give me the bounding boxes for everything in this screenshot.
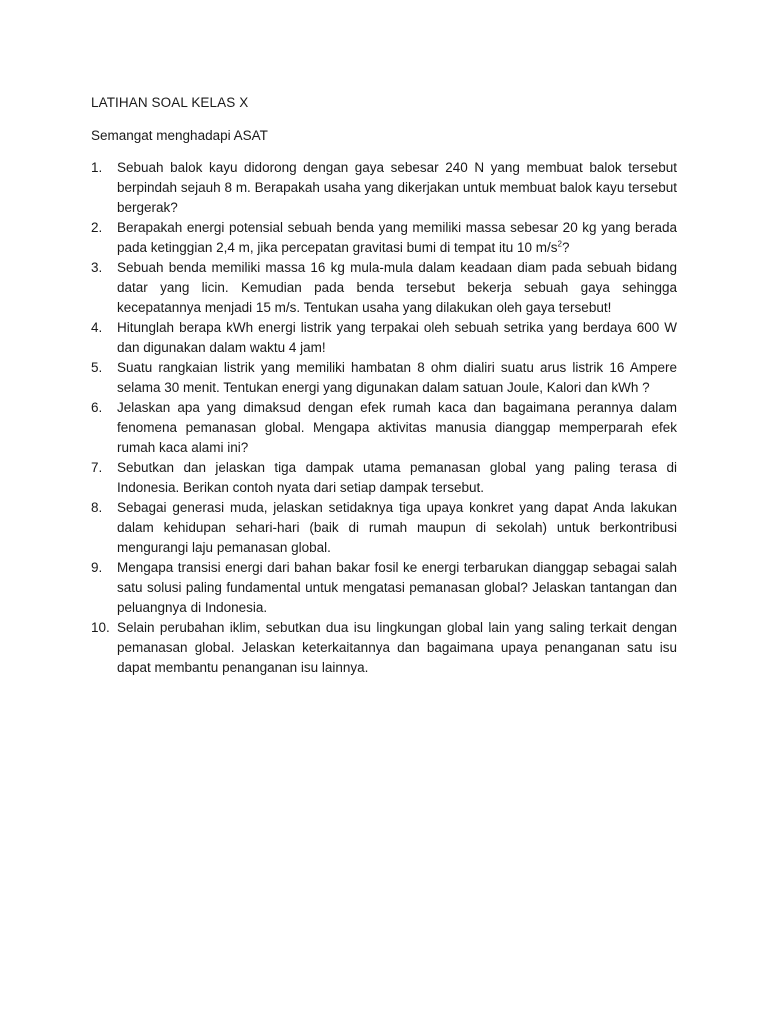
question-item-4 <box>91 318 677 358</box>
question-number: 3. <box>91 260 103 275</box>
question-text: Sebuah balok kayu didorong dengan gaya sebesar 240 N yang membuat balok tersebut berpindah sejauh 8 m. Berapakah usaha yang dikerjakan untuk membuat balok kayu tersebut bergerak? <box>117 160 677 215</box>
question-number: 1. <box>91 160 103 175</box>
question-text <box>117 218 677 258</box>
question-item-7 <box>91 458 677 498</box>
question-number: 4. <box>91 320 103 335</box>
question-number: 8. <box>91 500 103 515</box>
question-item-1 <box>91 158 677 218</box>
question-text: Sebagai generasi muda, jelaskan setidaknya tiga upaya konkret yang dapat Anda lakukan dalam kehidupan sehari-hari (baik di rumah maupun di sekolah) untuk berkontribusi mengurangi laju pemanasan global. <box>117 500 677 555</box>
question-text: Jelaskan apa yang dimaksud dengan efek rumah kaca dan bagaimana perannya dalam fenomena pemanasan global. Mengapa aktivitas manusia dianggap memperparah efek rumah kaca alami ini? <box>117 400 677 455</box>
question-number: 10. <box>91 620 110 635</box>
page-subtitle: Semangat menghadapi ASAT <box>91 128 268 143</box>
question-text: Suatu rangkaian listrik yang memiliki hambatan 8 ohm dialiri suatu arus listrik 16 Ampere selama 30 menit. Tentukan energi yang digunakan dalam satuan Joule, Kalori dan kWh ? <box>117 360 677 395</box>
question-number: 6. <box>91 400 103 415</box>
question-number: 9. <box>91 560 103 575</box>
page-title: LATIHAN SOAL KELAS X <box>91 95 249 110</box>
superscript: 2 <box>557 239 562 249</box>
question-item-6 <box>91 398 677 458</box>
question-number: 5. <box>91 360 103 375</box>
question-number: 7. <box>91 460 103 475</box>
question-item-10 <box>91 618 677 678</box>
question-item-5 <box>91 358 677 398</box>
question-text-main: Berapakah energi potensial sebuah benda yang memiliki massa sebesar 20 kg yang berada pada ketinggian 2,4 m, jika percepatan gravitasi bumi di tempat itu 10 m/s <box>117 220 677 255</box>
question-list <box>91 158 677 678</box>
question-text: Hitunglah berapa kWh energi listrik yang terpakai oleh sebuah setrika yang berdaya 600 W dan digunakan dalam waktu 4 jam! <box>117 320 677 355</box>
question-item-9 <box>91 558 677 618</box>
question-text: Selain perubahan iklim, sebutkan dua isu lingkungan global lain yang saling terkait dengan pemanasan global. Jelaskan keterkaitannya dan bagaimana upaya penanganan satu isu dapat membantu penanganan isu lainnya. <box>117 620 677 675</box>
question-text: Sebuah benda memiliki massa 16 kg mula-mula dalam keadaan diam pada sebuah bidang datar yang licin. Kemudian pada benda tersebut bekerja sebuah gaya sehingga kecepatannya menjadi 15 m/s. Tentukan usaha yang dilakukan oleh gaya tersebut! <box>117 260 677 315</box>
question-text: Mengapa transisi energi dari bahan bakar fosil ke energi terbarukan dianggap sebagai salah satu solusi paling fundamental untuk mengatasi pemanasan global? Jelaskan tantangan dan peluangnya di Indonesia. <box>117 560 677 615</box>
question-item-2 <box>91 218 677 258</box>
question-text: Sebutkan dan jelaskan tiga dampak utama pemanasan global yang paling terasa di Indonesia. Berikan contoh nyata dari setiap dampak tersebut. <box>117 460 677 495</box>
question-item-8 <box>91 498 677 558</box>
question-item-3 <box>91 258 677 318</box>
question-number: 2. <box>91 220 103 235</box>
question-text-tail: ? <box>561 240 570 255</box>
